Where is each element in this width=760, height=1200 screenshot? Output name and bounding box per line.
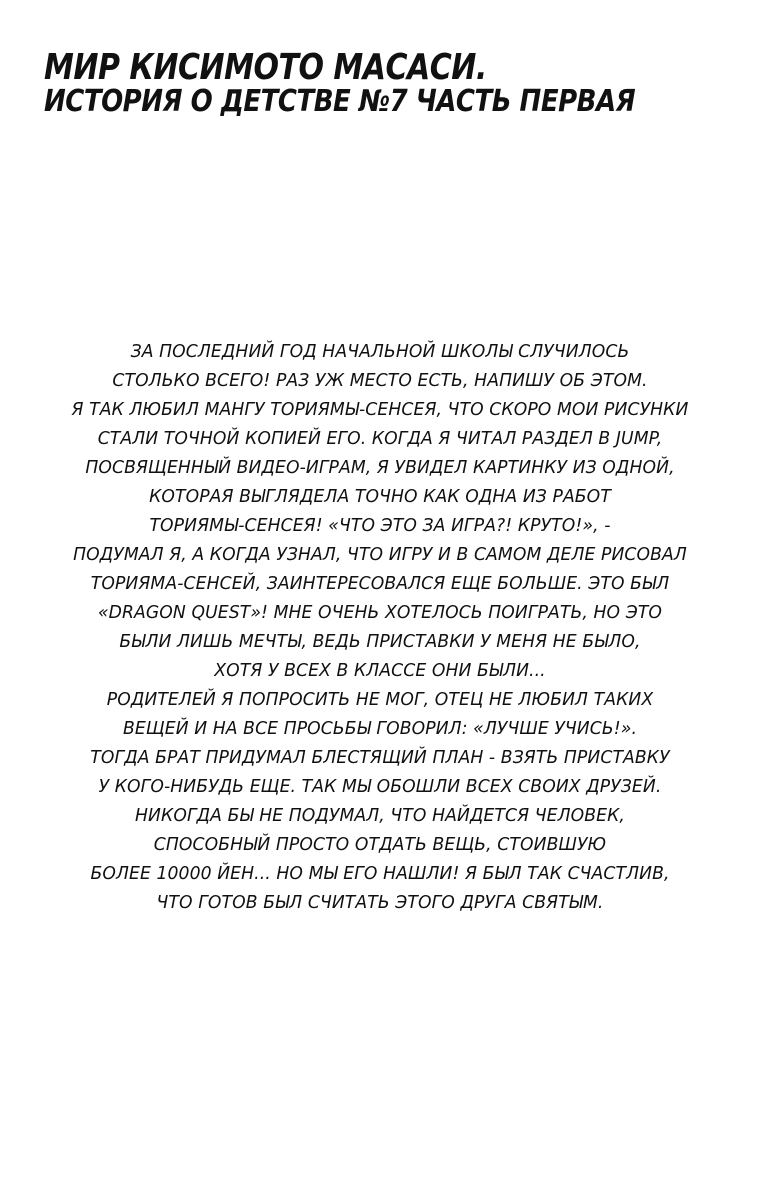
page-header [44,46,734,120]
story-line: СПОСОБНЫЙ ПРОСТО ОТДАТЬ ВЕЩЬ, СТОИВШУЮ [153,834,607,856]
story-line: У КОГО-НИБУДЬ ЕЩЕ. ТАК МЫ ОБОШЛИ ВСЕХ СВОИХ ДРУЗЕЙ. [98,776,662,798]
story-line: ТОРИЯМА-СЕНСЕЙ, ЗАИНТЕРЕСОВАЛСЯ ЕЩЕ БОЛЬШЕ. ЭТО БЫЛ [90,573,670,595]
page-title: МИР КИСИМОТО МАСАСИ. [44,46,487,89]
page-subtitle: ИСТОРИЯ О ДЕТСТВЕ №7 ЧАСТЬ ПЕРВАЯ [44,85,636,120]
story-line: ТОРИЯМЫ-СЕНСЕЯ! «ЧТО ЭТО ЗА ИГРА?! КРУТО!», - [149,515,611,537]
story-line: КОТОРАЯ ВЫГЛЯДЕЛА ТОЧНО КАК ОДНА ИЗ РАБОТ [149,486,611,508]
story-line: ЧТО ГОТОВ БЫЛ СЧИТАТЬ ЭТОГО ДРУГА СВЯТЫМ. [156,892,604,914]
story-line: ПОСВЯЩЕННЫЙ ВИДЕО-ИГРАМ, Я УВИДЕЛ КАРТИНКУ ИЗ ОДНОЙ, [85,457,675,479]
story-line: «DRAGON QUEST»! МНЕ ОЧЕНЬ ХОТЕЛОСЬ ПОИГРАТЬ, НО ЭТО [97,602,663,624]
story-text [20,338,740,918]
story-line: БОЛЕЕ 10000 ЙЕН... НО МЫ ЕГО НАШЛИ! Я БЫЛ ТАК СЧАСТЛИВ, [90,863,670,885]
story-line: ЗА ПОСЛЕДНИЙ ГОД НАЧАЛЬНОЙ ШКОЛЫ СЛУЧИЛОСЬ [130,341,630,363]
story-line: СТАЛИ ТОЧНОЙ КОПИЕЙ ЕГО. КОГДА Я ЧИТАЛ РАЗДЕЛ В JUMP, [97,428,663,450]
story-line: ХОТЯ У ВСЕХ В КЛАССЕ ОНИ БЫЛИ... [214,660,546,682]
story-line: ВЕЩЕЙ И НА ВСЕ ПРОСЬБЫ ГОВОРИЛ: «ЛУЧШЕ УЧИСЬ!». [122,718,638,740]
story-line: ПОДУМАЛ Я, А КОГДА УЗНАЛ, ЧТО ИГРУ И В САМОМ ДЕЛЕ РИСОВАЛ [73,544,687,566]
story-line: БЫЛИ ЛИШЬ МЕЧТЫ, ВЕДЬ ПРИСТАВКИ У МЕНЯ НЕ БЫЛО, [119,631,641,653]
story-line: Я ТАК ЛЮБИЛ МАНГУ ТОРИЯМЫ-СЕНСЕЯ, ЧТО СКОРО МОИ РИСУНКИ [71,399,689,421]
story-line: ТОГДА БРАТ ПРИДУМАЛ БЛЕСТЯЩИЙ ПЛАН - ВЗЯТЬ ПРИСТАВКУ [90,747,670,769]
story-line: СТОЛЬКО ВСЕГО! РАЗ УЖ МЕСТО ЕСТЬ, НАПИШУ ОБ ЭТОМ. [112,370,648,392]
story-line: РОДИТЕЛЕЙ Я ПОПРОСИТЬ НЕ МОГ, ОТЕЦ НЕ ЛЮБИЛ ТАКИХ [106,689,654,711]
story-line: НИКОГДА БЫ НЕ ПОДУМАЛ, ЧТО НАЙДЕТСЯ ЧЕЛОВЕК, [135,805,625,827]
